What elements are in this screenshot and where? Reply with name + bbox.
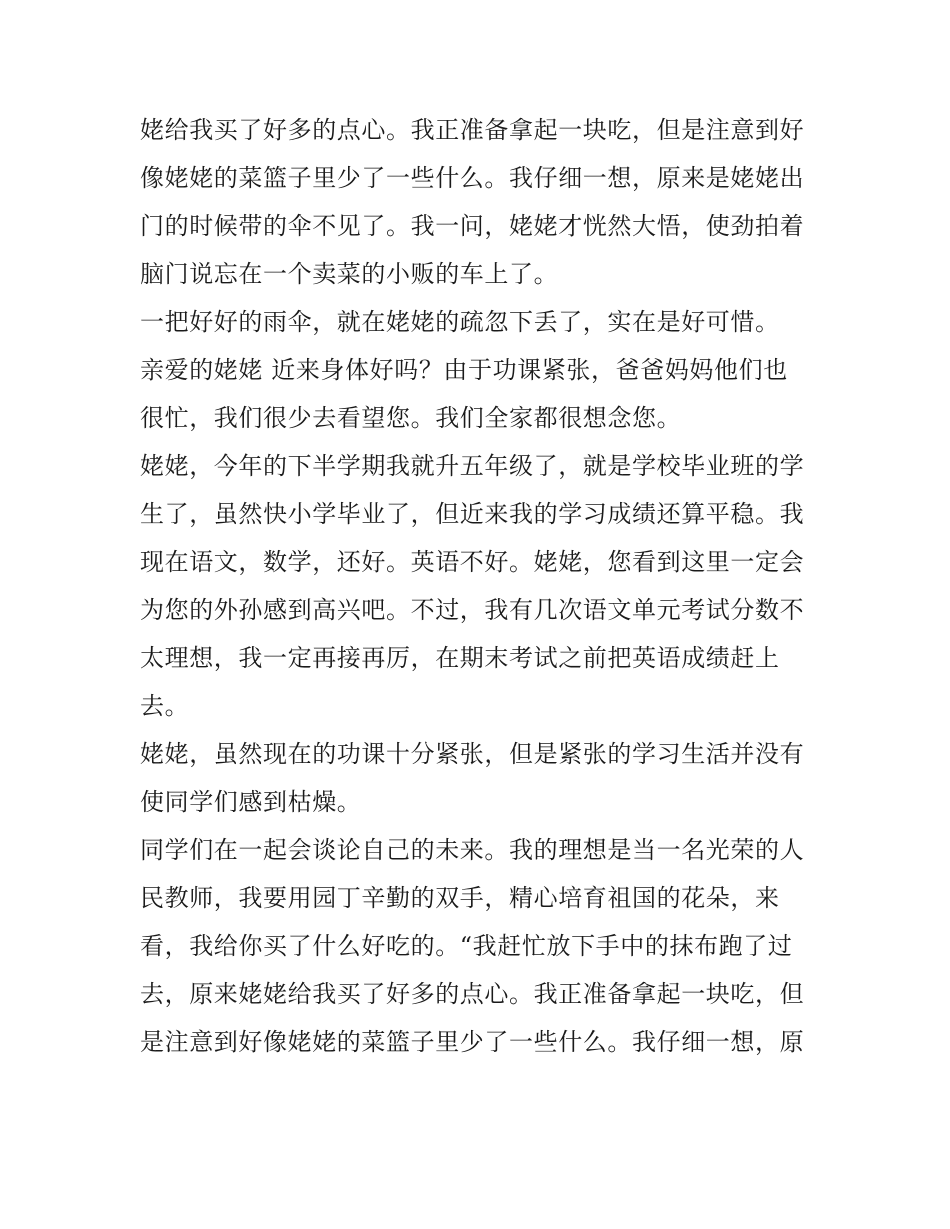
text-line: 为您的外孙感到高兴吧。不过，我有几次语文单元考试分数不 — [140, 596, 805, 624]
text-line: 使同学们感到枯燥。 — [140, 788, 362, 816]
text-line: 去。 — [140, 692, 190, 720]
document-body — [140, 106, 820, 1066]
text-line: 是注意到好像姥姥的菜篮子里少了一些什么。我仔细一想，原 — [140, 1028, 805, 1056]
text-line: 门的时候带的伞不见了。我一问，姥姥才恍然大悟，使劲拍着 — [140, 212, 805, 240]
text-line: 现在语文，数学，还好。英语不好。姥姥，您看到这里一定会 — [140, 548, 805, 576]
text-line: 看，我给你买了什么好吃的。“我赶忙放下手中的抹布跑了过 — [140, 932, 793, 960]
text-line: 脑门说忘在一个卖菜的小贩的车上了。 — [140, 260, 559, 288]
text-line: 去，原来姥姥给我买了好多的点心。我正准备拿起一块吃，但 — [140, 980, 805, 1008]
text-line: 一把好好的雨伞，就在姥姥的疏忽下丢了，实在是好可惜。 — [140, 308, 780, 336]
text-line: 亲爱的姥姥 近来身体好吗？由于功课紧张，爸爸妈妈他们也 — [140, 356, 788, 384]
text-line: 太理想，我一定再接再厉，在期末考试之前把英语成绩赶上 — [140, 644, 780, 672]
text-line: 姥姥，虽然现在的功课十分紧张，但是紧张的学习生活并没有 — [140, 740, 805, 768]
text-line: 生了，虽然快小学毕业了，但近来我的学习成绩还算平稳。我 — [140, 500, 805, 528]
text-line: 姥给我买了好多的点心。我正准备拿起一块吃，但是注意到好 — [140, 116, 805, 144]
text-line: 同学们在一起会谈论自己的未来。我的理想是当一名光荣的人 — [140, 836, 805, 864]
text-line: 很忙，我们很少去看望您。我们全家都很想念您。 — [140, 404, 682, 432]
text-line: 姥姥，今年的下半学期我就升五年级了，就是学校毕业班的学 — [140, 452, 805, 480]
text-line: 像姥姥的菜篮子里少了一些什么。我仔细一想，原来是姥姥出 — [140, 164, 805, 192]
text-line: 民教师，我要用园丁辛勤的双手，精心培育祖国的花朵，来 — [140, 884, 780, 912]
